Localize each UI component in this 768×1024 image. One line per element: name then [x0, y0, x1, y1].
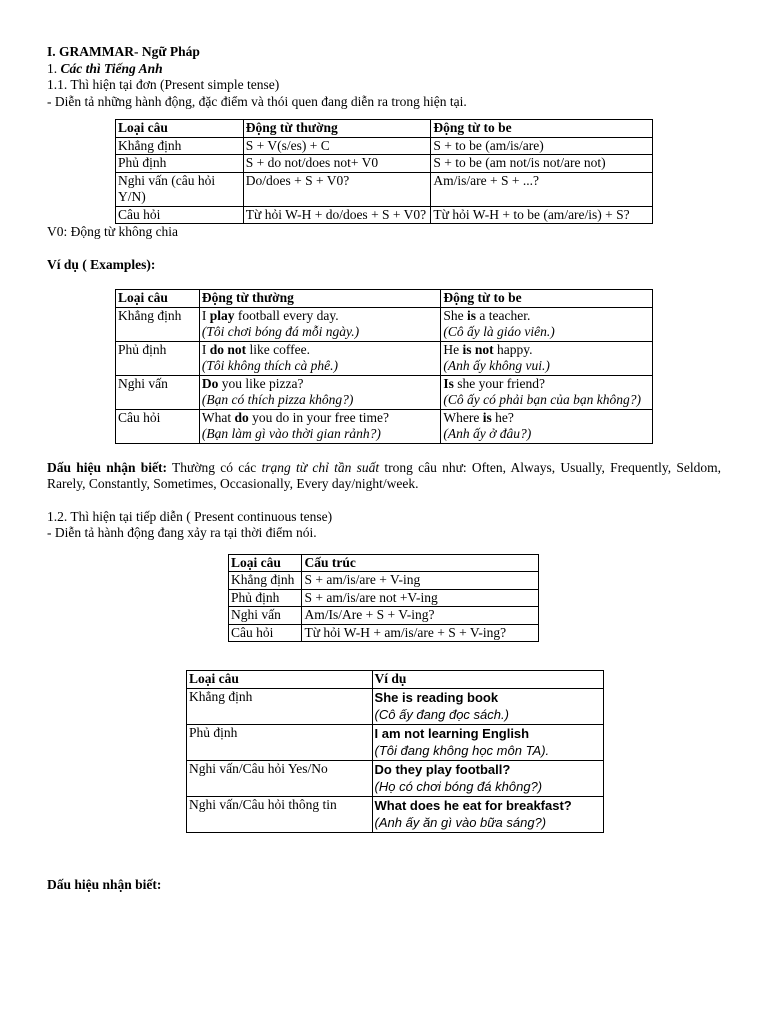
table-cell: Câu hỏi	[116, 206, 244, 224]
table-row	[187, 796, 604, 832]
section-heading: I. GRAMMAR- Ngữ Pháp	[47, 44, 200, 59]
table-header-cell: Loại câu	[187, 671, 373, 689]
table-row	[116, 341, 653, 375]
table-header-row	[116, 120, 653, 138]
present-continuous-structure-table	[228, 554, 539, 643]
table-cell: Câu hỏi	[229, 624, 302, 642]
example-cell: Where is he? (Anh ấy ở đâu?)	[441, 409, 653, 443]
table-header-row	[116, 290, 653, 308]
table-cell: Nghi vấn/Câu hỏi thông tin	[187, 796, 373, 832]
table-cell: Do/does + S + V0?	[243, 172, 431, 206]
table-cell: S + to be (am not/is not/are not)	[431, 155, 653, 173]
example-cell: Is she your friend? (Cô ấy có phải bạn của bạn không?)	[441, 375, 653, 409]
example-cell: I do not like coffee. (Tôi không thích cà phê.)	[199, 341, 441, 375]
table-row	[116, 155, 653, 173]
table-row	[116, 375, 653, 409]
table-cell: Nghi vấn	[116, 375, 200, 409]
table-header-cell: Động từ to be	[431, 120, 653, 138]
table-header-row	[187, 671, 604, 689]
table-header-cell: Loại câu	[229, 554, 302, 572]
table-row	[229, 607, 539, 625]
example-cell: I play football every day. (Tôi chơi bóng đá mỗi ngày.)	[199, 307, 441, 341]
table-header-cell: Ví dụ	[372, 671, 603, 689]
table-cell: Am/is/are + S + ...?	[431, 172, 653, 206]
table-row	[116, 409, 653, 443]
table-cell: Phủ định	[116, 341, 200, 375]
table-cell: S + am/is/are + V-ing	[302, 572, 539, 590]
table-cell: Nghi vấn (câu hỏi Y/N)	[116, 172, 244, 206]
table-header-cell: Động từ thường	[243, 120, 431, 138]
example-cell: She is reading book (Cô ấy đang đọc sách.)	[372, 688, 603, 724]
table-header-cell: Động từ thường	[199, 290, 441, 308]
example-cell: He is not happy. (Anh ấy không vui.)	[441, 341, 653, 375]
present-continuous-examples-table	[186, 670, 604, 833]
table-cell: Khẳng định	[116, 307, 200, 341]
present-simple-title: 1.1. Thì hiện tại đơn (Present simple tense)	[47, 77, 280, 92]
table-row	[116, 307, 653, 341]
table-row	[187, 724, 604, 760]
table-cell: Từ hỏi W-H + do/does + S + V0?	[243, 206, 431, 224]
document-page	[47, 44, 721, 893]
table-cell: Nghi vấn	[229, 607, 302, 625]
table-cell: Phủ định	[116, 155, 244, 173]
example-cell: Do you like pizza? (Bạn có thích pizza không?)	[199, 375, 441, 409]
example-cell: What do you do in your free time? (Bạn làm gì vào thời gian rảnh?)	[199, 409, 441, 443]
table-cell: S + to be (am/is/are)	[431, 137, 653, 155]
table-row	[187, 688, 604, 724]
present-simple-description: - Diễn tả những hành động, đặc điểm và thói quen đang diễn ra trong hiện tại.	[47, 93, 467, 109]
table-cell: Khẳng định	[187, 688, 373, 724]
table-row	[187, 760, 604, 796]
table-cell: S + am/is/are not +V-ing	[302, 589, 539, 607]
table-row	[229, 589, 539, 607]
present-simple-examples-table	[115, 289, 653, 444]
present-simple-signs: Dấu hiệu nhận biết: Thường có các trạng từ chỉ tần suất trong câu như: Often, Always, Usually, Frequently, Seldom, Rarely, Constantly, Sometimes, Occasionally, Every day/night/week.	[47, 459, 721, 491]
example-cell: Do they play football? (Họ có chơi bóng đá không?)	[372, 760, 603, 796]
example-cell: What does he eat for breakfast? (Anh ấy ăn gì vào bữa sáng?)	[372, 796, 603, 832]
v0-note: V0: Động từ không chia	[47, 224, 179, 239]
table-cell: Khẳng định	[116, 137, 244, 155]
table-header-cell: Loại câu	[116, 290, 200, 308]
example-cell: She is a teacher. (Cô ấy là giáo viên.)	[441, 307, 653, 341]
table-cell: Nghi vấn/Câu hỏi Yes/No	[187, 760, 373, 796]
present-continuous-description: - Diễn tả hành động đang xảy ra tại thời điểm nói.	[47, 525, 317, 540]
present-continuous-signs: Dấu hiệu nhận biết:	[47, 876, 162, 892]
table-header-cell: Cấu trúc	[302, 554, 539, 572]
table-header-cell: Loại câu	[116, 120, 244, 138]
present-continuous-title: 1.2. Thì hiện tại tiếp diễn ( Present continuous tense)	[47, 508, 333, 524]
table-cell: Từ hỏi W-H + to be (am/are/is) + S?	[431, 206, 653, 224]
table-cell: Am/Is/Are + S + V-ing?	[302, 607, 539, 625]
table-row	[116, 206, 653, 224]
present-simple-structure-table	[115, 119, 653, 224]
table-cell: S + V(s/es) + C	[243, 137, 431, 155]
table-cell: Phủ định	[187, 724, 373, 760]
table-row	[116, 137, 653, 155]
examples-label: Ví dụ ( Examples):	[47, 256, 156, 272]
table-row	[229, 572, 539, 590]
table-cell: Phủ định	[229, 589, 302, 607]
table-cell: Câu hỏi	[116, 409, 200, 443]
table-row	[116, 172, 653, 206]
example-cell: I am not learning English (Tôi đang không học môn TA).	[372, 724, 603, 760]
subsection-heading: 1. Các thì Tiếng Anh	[47, 60, 163, 76]
table-cell: S + do not/does not+ V0	[243, 155, 431, 173]
table-header-row	[229, 554, 539, 572]
table-row	[229, 624, 539, 642]
table-cell: Khẳng định	[229, 572, 302, 590]
table-cell: Từ hỏi W-H + am/is/are + S + V-ing?	[302, 624, 539, 642]
table-header-cell: Động từ to be	[441, 290, 653, 308]
